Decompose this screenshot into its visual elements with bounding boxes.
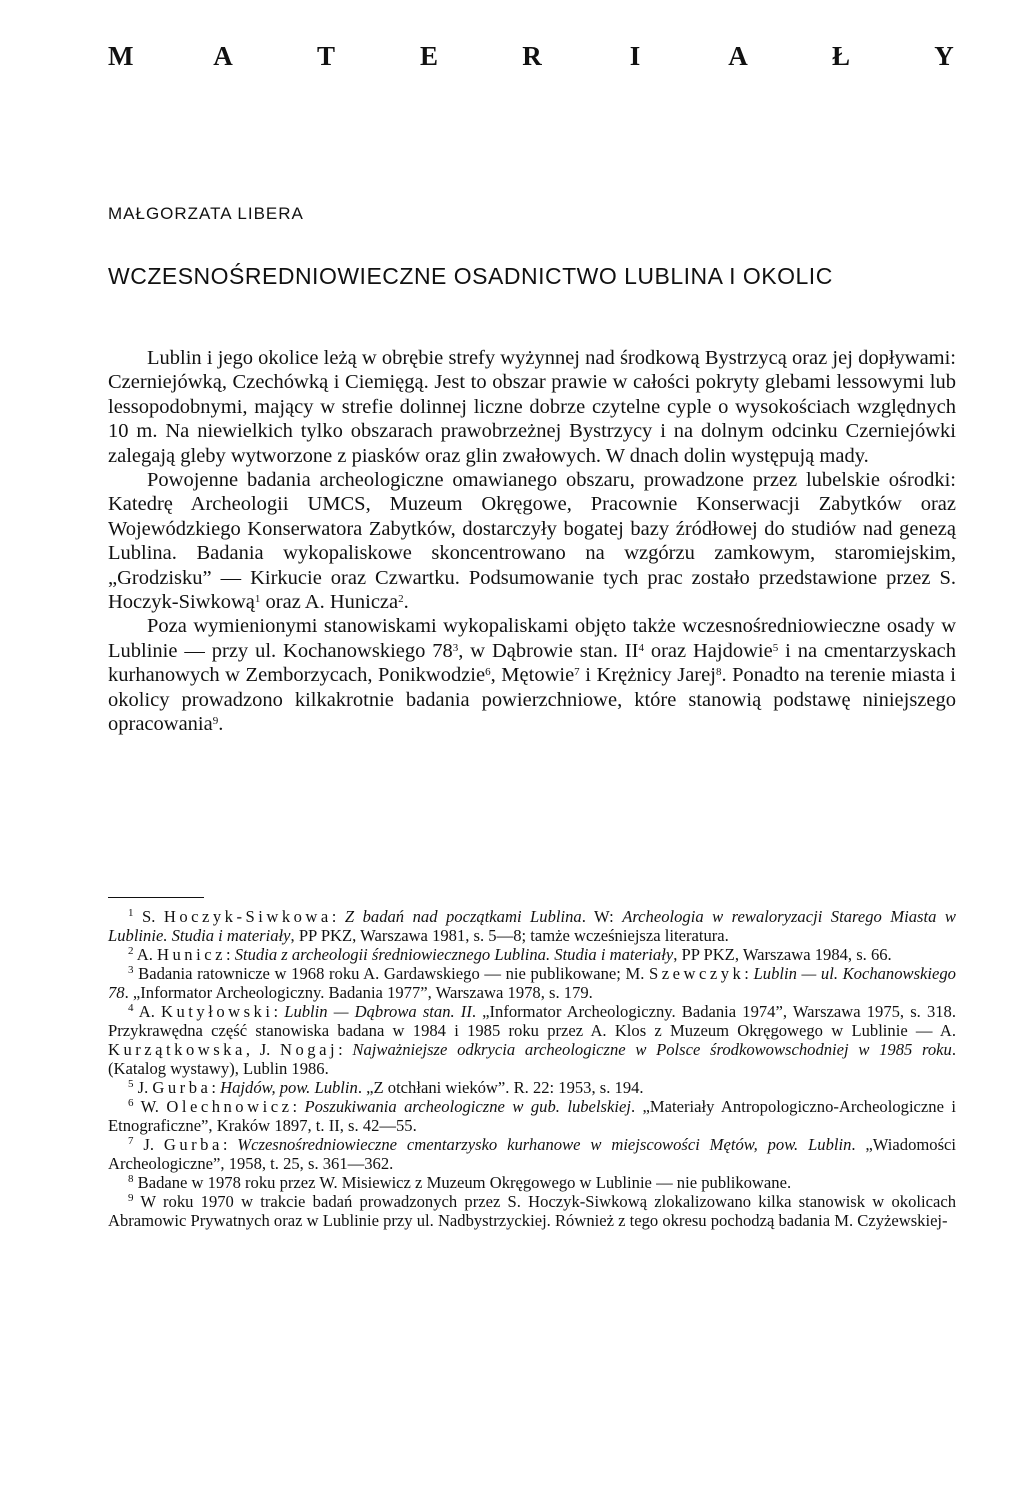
footnote-text: : bbox=[273, 1002, 285, 1021]
paragraph-text: i na cmentarzyskach kurhanowych w Zemborzycach, Ponikwodzie bbox=[108, 639, 956, 687]
footnote-text: W. bbox=[133, 1097, 167, 1116]
paragraph-text: , w Dąbrowie stan. II bbox=[458, 639, 639, 662]
footnote bbox=[108, 964, 956, 1002]
footnote bbox=[108, 1135, 956, 1173]
footnote-text: . „Wiadomości Archeologiczne”, 1958, t. 25, s. 361—362. bbox=[108, 1135, 957, 1173]
footnote-reference[interactable]: 6 bbox=[485, 666, 491, 679]
section-heading-letter: T bbox=[316, 41, 335, 71]
footnote-reference[interactable]: 1 bbox=[254, 593, 261, 606]
section-heading-letter: E bbox=[419, 41, 438, 71]
footnote-title: Hajdów, pow. Lublin bbox=[220, 1078, 358, 1097]
footnote-text: J. bbox=[133, 1078, 153, 1097]
section-heading-letter: I bbox=[629, 41, 641, 71]
footnote-text: : bbox=[211, 1078, 221, 1097]
footnote-text: J. bbox=[133, 1135, 164, 1154]
section-heading bbox=[108, 40, 956, 72]
footnote bbox=[108, 1173, 956, 1192]
footnote-author: Szewczyk bbox=[649, 964, 745, 983]
footnote-title: Z badań nad początkami Lublina bbox=[344, 907, 582, 926]
footnote-text: . (Katalog wystawy), Lublin 1986. bbox=[108, 1040, 956, 1078]
footnote-text: A. bbox=[133, 1002, 162, 1021]
footnote-title: Wczesnośredniowieczne cmentarzysko kurhanowe w miejscowości Mętów, pow. Lublin bbox=[237, 1135, 852, 1154]
paragraph-text: i Krężnicy Jarej bbox=[579, 664, 716, 687]
paragraph-text: . bbox=[403, 591, 409, 614]
footnote bbox=[108, 1097, 956, 1135]
footnote-text: : bbox=[744, 964, 754, 983]
footnote-reference[interactable]: 7 bbox=[574, 666, 580, 679]
author-name: MAŁGORZATA LIBERA bbox=[108, 204, 304, 223]
footnote-author: Kurzątkowska bbox=[108, 1040, 246, 1059]
footnote-separator bbox=[108, 897, 204, 898]
footnote-title: Lublin — Dąbrowa stan. II bbox=[284, 1002, 472, 1021]
footnote-reference[interactable]: 5 bbox=[772, 641, 779, 654]
footnote-number: 7 bbox=[128, 1135, 134, 1147]
paragraph-text: . Ponadto na terenie miasta i okolicy prowadzono kilkakrotnie badania powierzchniowe, które stanowią podstawę niniejszego opracowania bbox=[108, 664, 956, 736]
paragraph-text: Lublin i jego okolice leżą w obrębie strefy wyżynnej nad środkową Bystrzycą oraz jej dopływami: Czerniejówką, Czechówką i Ciemięgą. Jest to obszar prawie w całości pokryty glebami lessowymi lub lessopodobnymi, mający w strefie dolinnej liczne dobrze czytelne cyple o wysokościach względnych 10 m. Na niewielkich tylko obszarach prawobrzeżnej Bystrzycy i na dolnym odcinku Czerniejówki zalegają gleby wytworzone z piasków oraz glin zwałowych. W dnach dolin występują mady. bbox=[108, 347, 956, 467]
footnote-number: 6 bbox=[128, 1097, 134, 1109]
footnote-title: Studia z archeologii średniowiecznego Lublina. Studia i materiały bbox=[234, 945, 674, 964]
footnote-text: . „Informator Archeologiczny. Badania 1974”, Warszawa 1975, s. 318. Przykrawędna część stanowiska badana w 1984 i 1985 roku przez A. Klos z Muzeum Okręgowego w Lublinie — A. bbox=[108, 1002, 957, 1040]
footnote-text: : bbox=[225, 945, 235, 964]
footnote-text: W roku 1970 w trakcie badań prowadzonych przez S. Hoczyk-Siwkową zlokalizowano kilka stanowisk w okolicach Abramowic Prywatnych oraz w Lublinie przy ul. Nadbystrzyckiej. Również z tego okresu pochodzą badania M. Czyżewskiej- bbox=[108, 1192, 956, 1230]
footnote bbox=[108, 1078, 956, 1097]
footnote-reference[interactable]: 8 bbox=[715, 666, 722, 679]
footnote-text: Badania ratownicze w 1968 roku A. Gardawskiego — nie publikowane; M. bbox=[133, 964, 650, 983]
footnote-text: S. bbox=[133, 907, 164, 926]
footnote-text: . W: bbox=[581, 907, 623, 926]
footnote bbox=[108, 945, 956, 964]
paragraph-text: oraz A. Hunicza bbox=[260, 591, 399, 614]
footnote-number: 2 bbox=[128, 945, 134, 957]
section-heading-letter: Ł bbox=[831, 41, 850, 71]
footnote-text: A. bbox=[133, 945, 158, 964]
footnote-number: 9 bbox=[128, 1192, 134, 1204]
footnote-text: : bbox=[338, 1040, 353, 1059]
footnote-number: 3 bbox=[128, 964, 134, 976]
body-paragraph bbox=[108, 346, 956, 468]
footnote-reference[interactable]: 4 bbox=[638, 641, 644, 654]
footnote-title: Poszukiwania archeologiczne w gub. lubelskiej bbox=[304, 1097, 631, 1116]
footnote-text: : bbox=[331, 907, 345, 926]
footnote-number: 5 bbox=[128, 1078, 134, 1090]
footnote-author: Olechnowicz bbox=[166, 1097, 293, 1116]
footnote-text: : bbox=[292, 1097, 305, 1116]
paragraph-text: Powojenne badania archeologiczne omawianego obszaru, prowadzone przez lubelskie ośrodki: Katedrę Archeologii UMCS, Muzeum Okręgowe, Pracownie Konserwacji Zabytków oraz Wojewódzkiego Konserwatora Zabytków, dostarczyły bogatej bazy źródłowej do studiów nad genezą Lublina. Badania wykopaliskowe skoncentrowano na wzgórzu zamkowym, staromiejskim, „Grodzisku” — Kirkucie oraz Czwartku. Podsumowanie tych prac zostało przedstawione przez S. Hoczyk-Siwkową bbox=[108, 469, 956, 614]
footnote-author: Hoczyk-Siwkowa bbox=[163, 907, 332, 926]
footnote-text: . „Z otchłani wieków”. R. 22: 1953, s. 194. bbox=[357, 1078, 644, 1097]
footnote bbox=[108, 1192, 956, 1230]
footnote-text: Badane w 1978 roku przez W. Misiewicz z Muzeum Okręgowego w Lublinie — nie publikowane. bbox=[133, 1173, 792, 1192]
footnote-text: , J. bbox=[245, 1040, 281, 1059]
paragraph-text: , Mętowie bbox=[490, 664, 575, 687]
footnote-author: Hunicz bbox=[157, 945, 226, 964]
footnote-number: 1 bbox=[128, 907, 134, 919]
footnote-title: Najważniejsze odkrycia archeologiczne w Polsce środkowowschodniej w 1985 roku bbox=[352, 1040, 952, 1059]
body-paragraph bbox=[108, 614, 956, 736]
footnote-title: Archeologia w rewaloryzacji Starego Miasta w Lublinie. Studia i materiały bbox=[108, 907, 956, 945]
footnote-number: 4 bbox=[128, 1002, 134, 1014]
footnote bbox=[108, 1002, 956, 1078]
footnote-text: , PP PKZ, Warszawa 1984, s. 66. bbox=[673, 945, 892, 964]
footnote-text: . „Materiały Antropologiczno-Archeologiczne i Etnograficzne”, Kraków 1897, t. II, s. 42—55. bbox=[108, 1097, 956, 1135]
article-title: WCZESNOŚREDNIOWIECZNE OSADNICTWO LUBLINA I OKOLIC bbox=[108, 263, 833, 289]
footnote-author: Gurba bbox=[152, 1078, 212, 1097]
footnote-number: 8 bbox=[128, 1173, 134, 1185]
section-heading-letter: Y bbox=[934, 41, 954, 71]
footnote-title: Lublin — ul. Kochanowskiego 78 bbox=[108, 964, 956, 1002]
footnote-author: Nogaj bbox=[280, 1040, 339, 1059]
paragraph-text: Poza wymienionymi stanowiskami wykopaliskami objęto także wczesnośredniowieczne osady w Lublinie — przy ul. Kochanowskiego 78 bbox=[108, 615, 956, 662]
footnote bbox=[108, 907, 956, 945]
footnote-text: , PP PKZ, Warszawa 1981, s. 5—8; tamże wcześniejsza literatura. bbox=[290, 926, 729, 945]
footnotes bbox=[108, 907, 956, 1230]
section-heading-letter: A bbox=[728, 41, 748, 71]
section-heading-letter: R bbox=[522, 41, 542, 71]
paragraph-text: oraz Hajdowie bbox=[643, 639, 773, 662]
footnote-reference[interactable]: 2 bbox=[398, 593, 404, 606]
section-heading-letter: M bbox=[108, 41, 134, 71]
footnote-author: Gurba bbox=[163, 1135, 223, 1154]
section-heading-letter: A bbox=[213, 41, 233, 71]
footnote-reference[interactable]: 9 bbox=[212, 715, 219, 728]
footnote-reference[interactable]: 3 bbox=[452, 641, 459, 654]
footnote-author: Kutyłowski bbox=[161, 1002, 274, 1021]
article-body bbox=[108, 346, 956, 737]
footnote-text: . „Informator Archeologiczny. Badania 1977”, Warszawa 1978, s. 179. bbox=[124, 983, 593, 1002]
footnote-text: : bbox=[222, 1135, 238, 1154]
body-paragraph bbox=[108, 468, 956, 614]
paragraph-text: . bbox=[218, 713, 224, 736]
